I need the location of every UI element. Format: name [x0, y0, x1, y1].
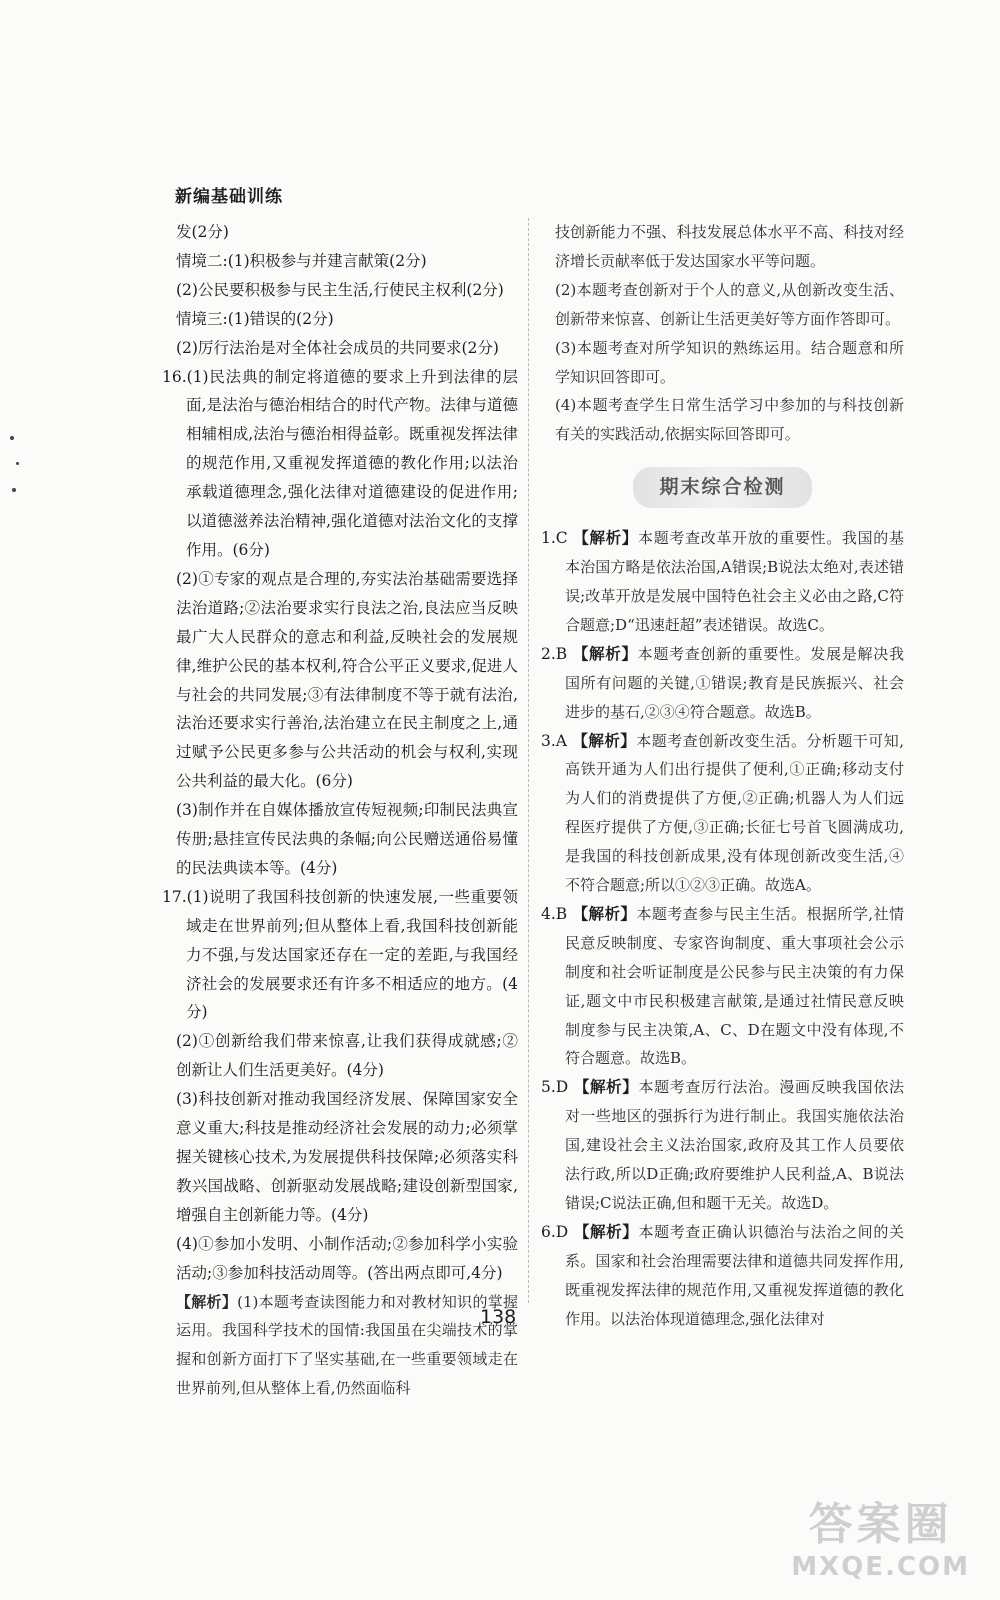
analysis-paragraph: (3)本题考查对所学知识的熟练运用。结合题意和所学知识回答即可。 [555, 338, 904, 386]
watermark-site: MXQE.COM [791, 1552, 970, 1582]
right-analysis-list [541, 218, 904, 449]
answer-number: 1.C [541, 529, 568, 548]
answer-paragraph: (2)①创新给我们带来惊喜,让我们获得成就感;②创新让人们生活更美好。(4分) [176, 1032, 518, 1080]
answer-paragraph: (2)公民要积极参与民主生活,行使民主权利(2分) [176, 280, 504, 299]
left-column [162, 218, 518, 1403]
page-number: 138 [480, 1306, 517, 1328]
answer-paragraph: 发(2分) [176, 223, 229, 241]
answer-paragraph: (3)制作并在自媒体播放宣传短视频;印制民法典宣传册;悬挂宣传民法典的条幅;向公民赠送通俗易懂的民法典读本等。(4分) [176, 801, 518, 877]
section-title: 期末综合检测 [633, 467, 811, 508]
analysis-tag: 【解析】 [572, 730, 637, 750]
analysis-paragraph: (2)本题考查创新对于个人的意义,从创新改变生活、创新带来惊喜、创新让生活更美好等方面作答即可。 [555, 280, 904, 328]
answer-paragraph: 16.(1)民法典的制定将道德的要求上升到法律的层面,是法治与德治相结合的时代产物。法律与道德相辅相成,法治与德治相得益彰。既重视发挥法律的规范作用,又重视发挥道德的教化作用;以法治承载道德理念,强化法律对道德建设的促进作用;以道德滋养法治精神,强化道德对法治文化的支撑作用。(6分) [162, 367, 518, 559]
answer-paragraph: 17.(1)说明了我国科技创新的快速发展,一些重要领域走在世界前列;但从整体上看,我国科技创新能力不强,与发达国家还存在一定的差距,与我国经济社会的发展要求还有许多不相适应的地方。(4分) [162, 887, 518, 1022]
left-analysis [162, 1288, 518, 1404]
answer-item [541, 900, 904, 1073]
analysis-tag: 【解析】 [176, 1292, 238, 1311]
analysis-tag: 【解析】 [573, 528, 639, 548]
answer-explanation: 本题考查创新改变生活。分析题干可知,高铁开通为人们出行提供了便利,①正确;移动支付为人们的消费提供了方便,②正确;机器人为人们远程医疗提供了方便,③正确;长征七号首飞圆满成功,是我国的科技创新成果,没有体现创新改变生活,④不符合题意;所以①②③正确。故选A。 [565, 731, 904, 895]
column-divider [528, 218, 529, 1303]
analysis-paragraph: (4)本题考查学生日常生活学习中参加的与科技创新有关的实践活动,依据实际回答即可。 [555, 396, 904, 444]
scan-speck [10, 436, 14, 440]
analysis-tag: 【解析】 [573, 1221, 639, 1241]
answer-explanation: 本题考查参与民主生活。根据所学,社情民意反映制度、专家咨询制度、重大事项社会公示制度和社会听证制度是公民参与民主决策的有力保证,题文中市民积极建言献策,是通过社情民意反映制度参与民主决策,A、C、D在题文中没有体现,不符合题意。故选B。 [565, 904, 904, 1068]
watermark [791, 1488, 970, 1582]
answer-paragraph: (2)厉行法治是对全体社会成员的共同要求(2分) [176, 338, 499, 357]
answer-explanation: 本题考查创新的重要性。发展是解决我国所有问题的关键,①错误;教育是民族振兴、社会进步的基石,②③④符合题意。故选B。 [565, 644, 904, 721]
scan-speck [12, 488, 16, 492]
answer-number: 3.A [541, 731, 567, 750]
answer-item [541, 727, 904, 900]
book-title-header: 新编基础训练 [175, 187, 283, 207]
answer-number: 6.D [541, 1222, 569, 1241]
answer-number: 2.B [541, 644, 568, 663]
right-column [541, 218, 904, 1334]
answer-item [541, 1073, 904, 1218]
answer-item [541, 640, 904, 727]
answer-paragraph: (3)科技创新对推动我国经济发展、保障国家安全意义重大;科技是推动经济社会发展的动力;必须掌握关键核心技术,为发展提供科技保障;必须落实科教兴国战略、创新驱动发展战略;建设创新型国家,增强自主创新能力等。(4分) [176, 1090, 518, 1224]
answer-item [541, 524, 904, 640]
answer-number: 4.B [541, 904, 568, 923]
answer-paragraph: 情境三:(1)错误的(2分) [176, 309, 334, 328]
watermark-logo: 答案圈 [808, 1499, 953, 1550]
analysis-paragraph: 技创新能力不强、科技发展总体水平不高、科技对经济增长贡献率低于发达国家水平等问题。 [555, 223, 904, 270]
answer-list [541, 524, 904, 1333]
analysis-text: (1)本题考查读图能力和对教材知识的掌握运用。我国科学技术的国情:我国虽在尖端技术的掌握和创新方面打下了坚实基础,在一些重要领域走在世界前列,但从整体上看,仍然面临科 [176, 1292, 518, 1398]
section-banner [541, 467, 904, 508]
analysis-tag: 【解析】 [573, 1077, 639, 1097]
left-answer-list [162, 218, 518, 1288]
answer-number: 5.D [541, 1078, 569, 1097]
answer-item [541, 1218, 904, 1334]
answer-explanation: 本题考查改革开放的重要性。我国的基本治国方略是依法治国,A错误;B说法太绝对,表述错误;改革开放是发展中国特色社会主义必由之路,C符合题意;D“迅速赶超”表述错误。故选C。 [565, 529, 904, 634]
answer-paragraph: 情境二:(1)积极参与并建言献策(2分) [176, 251, 427, 270]
analysis-tag: 【解析】 [572, 903, 637, 923]
answer-explanation: 本题考查厉行法治。漫画反映我国依法对一些地区的强拆行为进行制止。我国实施依法治国,建设社会主义法治国家,政府及其工作人员要依法行政,所以D正确;政府要维护人民利益,A、B说法错误;C说法正确,但和题干无关。故选D。 [565, 1078, 904, 1212]
analysis-tag: 【解析】 [572, 643, 638, 663]
answer-explanation: 本题考查正确认识德治与法治之间的关系。国家和社会治理需要法律和道德共同发挥作用,既重视发挥法律的规范作用,又重视发挥道德的教化作用。以法治体现道德理念,强化法律对 [565, 1222, 904, 1328]
answer-paragraph: (4)①参加小发明、小制作活动;②参加科学小实验活动;③参加科技活动周等。(答出两点即可,4分) [176, 1234, 518, 1282]
scan-speck [16, 462, 19, 465]
answer-paragraph: (2)①专家的观点是合理的,夯实法治基础需要选择法治道路;②法治要求实行良法之治,良法应当反映最广大人民群众的意志和利益,反映社会的发展规律,维护公民的基本权利,符合公平正义要求,促进人与社会的共同发展;③有法律制度不等于就有法治,法治还要求实行善治,法治建立在民主制度之上,通过赋予公民更多参与公共活动的机会与权利,实现公共利益的最大化。(6分) [176, 569, 518, 791]
